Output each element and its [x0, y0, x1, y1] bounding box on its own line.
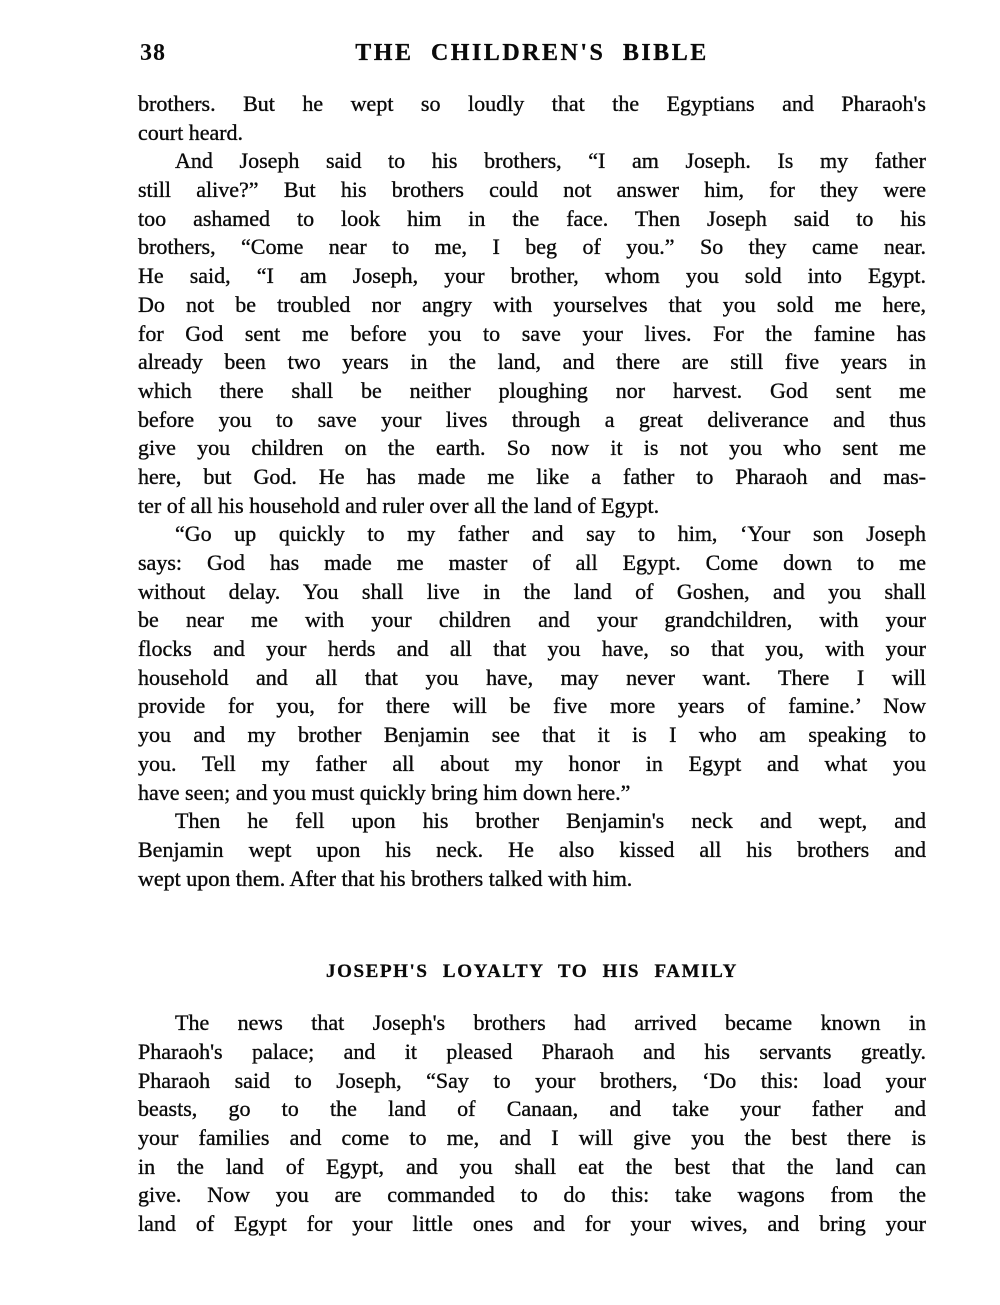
text-line: Pharaoh said to Joseph, “Say to your brothers, ‘Do this: load your: [138, 1067, 926, 1093]
paragraph: [138, 1009, 926, 1239]
paragraph-continuation: [138, 90, 926, 147]
text-line: And Joseph said to his brothers, “I am Joseph. Is my father: [175, 148, 926, 174]
text-line: still alive?” But his brothers could not answer him, for they were: [138, 177, 926, 203]
text-line: beasts, go to the land of Canaan, and take your father and: [138, 1096, 926, 1122]
section-heading: JOSEPH'S LOYALTY TO HIS FAMILY: [326, 961, 738, 983]
text-line: too ashamed to look him in the face. Then Joseph said to his: [138, 205, 926, 231]
text-line: you and my brother Benjamin see that it is I who am speaking to: [138, 722, 926, 748]
text-line: “Go up quickly to my father and say to him, ‘Your son Joseph: [175, 521, 926, 547]
text-line: be near me with your children and your grandchildren, with your: [138, 607, 926, 633]
text-line: for God sent me before you to save your lives. For the famine has: [138, 320, 926, 346]
running-title: THE CHILDREN'S BIBLE: [355, 40, 709, 66]
text-line: already been two years in the land, and there are still five years in: [138, 349, 926, 375]
text-line: brothers. But he wept so loudly that the Egyptians and Pharaoh's: [138, 91, 926, 116]
text-line: you. Tell my father all about my honor in Egypt and what you: [138, 750, 926, 776]
running-header: [138, 40, 926, 68]
text-line: in the land of Egypt, and you shall eat the best that the land can: [138, 1153, 926, 1179]
text-line: He said, “I am Joseph, your brother, whom you sold into Egypt.: [138, 263, 926, 289]
paragraph: [138, 147, 926, 520]
text-line: land of Egypt for your little ones and for your wives, and bring your: [138, 1211, 926, 1237]
text-line: your families and come to me, and I will give you the best there is: [138, 1125, 926, 1150]
text-line: without delay. You shall live in the land of Goshen, and you shall: [138, 578, 926, 604]
text-line: Benjamin wept upon his neck. He also kissed all his brothers and: [138, 836, 926, 862]
text-column: [138, 40, 926, 1239]
text-line: Then he fell upon his brother Benjamin's neck and wept, and: [175, 808, 926, 834]
text-line: here, but God. He has made me like a father to Pharaoh and mas-: [138, 463, 926, 489]
text-line: brothers, “Come near to me, I beg of you.” So they came near.: [138, 234, 926, 260]
text-line: court heard.: [138, 119, 244, 145]
paragraph: [138, 807, 926, 893]
paragraph: [138, 520, 926, 807]
text-line: wept upon them. After that his brothers talked with him.: [138, 865, 633, 891]
text-line: have seen; and you must quickly bring him down here.”: [138, 779, 631, 805]
text-line: before you to save your lives through a great deliverance and thus: [138, 406, 926, 432]
text-line: The news that Joseph's brothers had arrived became known in: [175, 1010, 926, 1036]
text-line: says: God has made me master of all Egypt. Come down to me: [138, 550, 926, 575]
text-line: Pharaoh's palace; and it pleased Pharaoh and his servants greatly.: [138, 1038, 926, 1064]
text-line: provide for you, for there will be five more years of famine.’ Now: [138, 693, 926, 719]
text-line: household and all that you have, may never want. There I will: [138, 664, 926, 690]
text-line: which there shall be neither ploughing nor harvest. God sent me: [138, 377, 926, 403]
text-line: give. Now you are commanded to do this: take wagons from the: [138, 1182, 926, 1208]
text-line: flocks and your herds and all that you have, so that you, with your: [138, 636, 926, 662]
page-number: 38: [140, 40, 166, 66]
text-line: Do not be troubled nor angry with yourselves that you sold me here,: [138, 291, 926, 317]
text-line: ter of all his household and ruler over all the land of Egypt.: [138, 492, 660, 518]
text-line: give you children on the earth. So now it is not you who sent me: [138, 435, 926, 461]
body-text: [138, 90, 926, 1239]
